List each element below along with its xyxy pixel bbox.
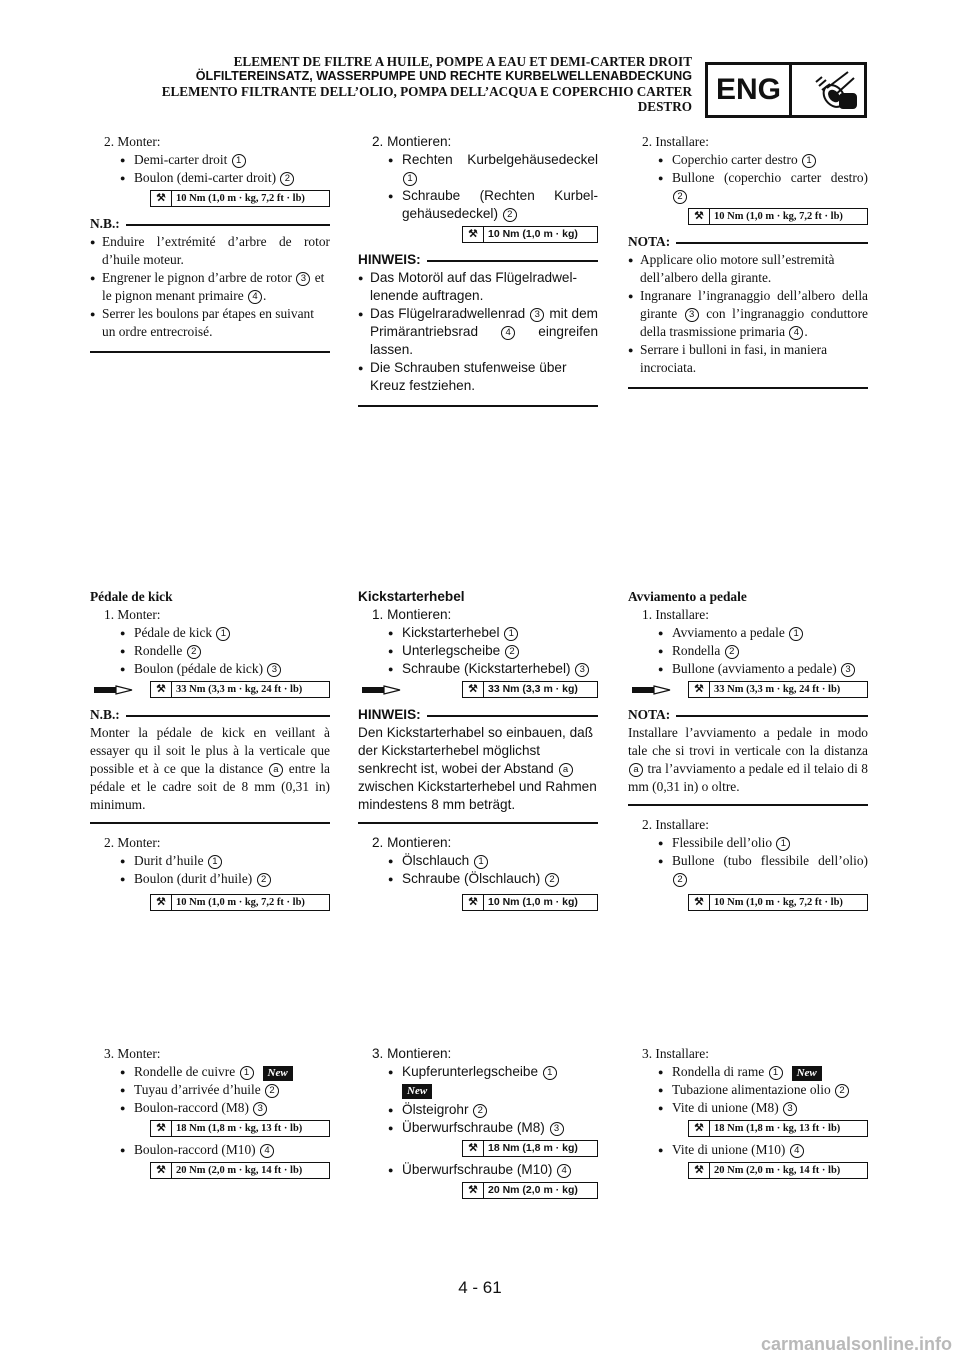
fr-column-kick: Pédale de kick 1. Monter: ● Pédale de kick 1 ● Rondelle 2 ● Boulon (pédale de kick) 3 ⚒ 33 Nm (3,3 m · kg, 24 ft · lb) N.B.: Monter la pédale de kick en veillant à essayer qu il soit le plus à la verticale que possible et à ce que la distance a entre la pédale et le cadre soit de 8 mm (0,31 in) minimum. 2. Monter: ● Durit d’huile 1 ● Boulon (durit d’huile) 2 ⚒ 10 Nm (1,0 m · kg, 7,2 ft · lb) (90, 588, 330, 915)
de-column-top: 2. Montieren: ● Rechten Kurbelgehäusedeckel 1 ● Schraube (Rechten Kurbelgehäusedeckel) 2 ⚒ 10 Nm (1,0 m · kg) HINWEIS: ● Das Motoröl auf das Flügelradwellenende auftragen. ● Das Flügelraradwellenrad 3 mit dem Primärantriebsrad 4 eingreifen lassen. ● Die Schrauben stufenweise über Kreuz festziehen. (358, 133, 598, 407)
fr-item-right-cover: ● Demi-carter droit 1 (90, 151, 330, 169)
torque-wrench-icon: ⚒ (463, 682, 484, 697)
thread-lock-icon (628, 683, 676, 697)
fr-column-top (90, 133, 330, 353)
torque-spec: ⚒ 10 Nm (1,0 m · kg, 7,2 ft · lb) (688, 208, 868, 225)
de-column-step3: 3. Montieren: ● Kupferunterlegscheibe 1 New ● Ölsteigrohr 2 ● Überwurfschraube (M8) 3 ⚒ 18 Nm (1,8 m · kg) ● Überwurfschraube (M10) 4 ⚒ 20 Nm (2,0 m · kg) (358, 1045, 598, 1203)
torque-wrench-icon: ⚒ (689, 682, 710, 697)
torque-spec: ⚒ 20 Nm (2,0 m · kg, 14 ft · lb) (688, 1162, 868, 1179)
torque-spec: ⚒ 10 Nm (1,0 m · kg) (462, 894, 598, 911)
new-part-badge: New (263, 1066, 293, 1081)
new-part-badge: New (402, 1084, 432, 1099)
it-column-top: 2. Installare: ● Coperchio carter destro 1 ● Bullone (coperchio carter destro) 2 ⚒ 10 Nm (1,0 m · kg, 7,2 ft · lb) NOTA: ● Applicare olio motore sull’estremità dell’albero della girante. ● Ingranare l’ingranaggio dell’albero della girante 3 con l’ingranaggio conduttore della trasmissione primaria 4 . ● Serrare i bulloni in fasi, in maniera incrociata. (628, 133, 868, 389)
fr-step-2: 2. Monter: (104, 134, 161, 149)
torque-wrench-icon: ⚒ (151, 1163, 172, 1178)
torque-wrench-icon: ⚒ (463, 1183, 484, 1198)
torque-spec: ⚒ 10 Nm (1,0 m · kg) (462, 226, 598, 243)
torque-spec: ⚒ 20 Nm (2,0 m · kg, 14 ft · lb) (150, 1162, 330, 1179)
thread-lock-icon (90, 683, 138, 697)
fr-note-heading: N.B.: (90, 215, 330, 233)
engine-tool-icon (792, 65, 864, 115)
it-column-kick: Avviamento a pedale 1. Installare: ● Avviamento a pedale 1 ● Rondella 2 ● Bullone (avviamento a pedale) 3 ⚒ 33 Nm (3,3 m · kg, 24 ft · lb) NOTA: Installare l’avviamento a pedale in modo tale che si trovi in verticale con la distanza a tra l’avviamento a pedale ed il telaio di 8 mm (0,31 in) o oltre. 2. Installare: ● Flessibile dell’olio 1 ● Bullone (tubo flessibile dell’olio) 2 ⚒ 10 Nm (1,0 m · kg, 7,2 ft · lb) (628, 588, 868, 915)
header-title-it-2: DESTRO (637, 99, 692, 114)
it-column-step3: 3. Installare: ● Rondella di rame 1 New ● Tubazione alimentazione olio 2 ● Vite di unione (M8) 3 ⚒ 18 Nm (1,8 m · kg, 13 ft · lb) ● Vite di unione (M10) 4 ⚒ 20 Nm (2,0 m · kg, 14 ft · lb) (628, 1045, 868, 1183)
fr-note-item: ● Engrener le pignon d’arbre de rotor 3 et le pignon menant primaire 4 . (90, 269, 330, 305)
ref-number: 2 (280, 172, 294, 186)
header-title-fr: ELEMENT DE FILTRE A HUILE, POMPE A EAU ET DEMI-CARTER DROIT (233, 54, 692, 69)
torque-spec: ⚒ 20 Nm (2,0 m · kg) (462, 1182, 598, 1199)
torque-wrench-icon: ⚒ (151, 682, 172, 697)
torque-spec: ⚒ 10 Nm (1,0 m · kg, 7,2 ft · lb) (150, 190, 330, 207)
fr-step-1: 1. Monter: (104, 607, 161, 622)
torque-wrench-icon: ⚒ (463, 1141, 484, 1156)
ref-number: 1 (232, 154, 246, 168)
thread-lock-icon (358, 683, 406, 697)
header-title-de: ÖLFILTEREINSATZ, WASSERPUMPE UND RECHTE KURBELWELLENABDECKUNG (195, 69, 692, 83)
torque-wrench-icon: ⚒ (689, 1163, 710, 1178)
new-part-badge: New (792, 1066, 822, 1081)
page-number: 4 - 61 (458, 1278, 502, 1297)
eng-section-badge (705, 62, 867, 118)
torque-wrench-icon: ⚒ (151, 1121, 172, 1136)
torque-spec: ⚒ 33 Nm (3,3 m · kg, 24 ft · lb) (150, 681, 330, 698)
torque-spec: ⚒ 33 Nm (3,3 m · kg, 24 ft · lb) (688, 681, 868, 698)
de-column-kick: Kickstarterhebel 1. Montieren: ● Kickstarterhebel 1 ● Unterlegscheibe 2 ● Schraube (Kickstarterhebel) 3 ⚒ 33 Nm (3,3 m · kg) HINWEIS: Den Kickstarterhabel so einbauen, daß der Kickstarterhebel möglichst senkrecht ist, wobei der Abstand a zwischen Kickstarterhebel und Rahmen mindestens 8 mm beträgt. 2. Montieren: ● Ölschlauch 1 ● Schraube (Ölschlauch) 2 ⚒ 10 Nm (1,0 m · kg) (358, 588, 598, 915)
torque-spec: ⚒ 18 Nm (1,8 m · kg, 13 ft · lb) (688, 1120, 868, 1137)
fr-item-right-cover-bolt: ● Boulon (demi-carter droit) 2 (90, 169, 330, 187)
header-title-it: ELEMENTO FILTRANTE DELL’OLIO, POMPA DELL’ACQUA E COPERCHIO CARTER (161, 84, 692, 99)
torque-spec: ⚒ 10 Nm (1,0 m · kg, 7,2 ft · lb) (150, 894, 330, 911)
torque-with-locktite (90, 681, 330, 698)
fr-note-item: ● Serrer les boulons par étapes en suivant un ordre entrecroisé. (90, 305, 330, 341)
torque-spec: ⚒ 18 Nm (1,8 m · kg, 13 ft · lb) (150, 1120, 330, 1137)
torque-wrench-icon: ⚒ (151, 191, 172, 206)
torque-wrench-icon: ⚒ (689, 1121, 710, 1136)
fr-note-item: ● Enduire l’extrémité d’arbre de rotor d’huile moteur. (90, 233, 330, 269)
fr-section-title: Pédale de kick (90, 589, 173, 604)
torque-wrench-icon: ⚒ (689, 895, 710, 910)
torque-spec: ⚒ 10 Nm (1,0 m · kg, 7,2 ft · lb) (688, 894, 868, 911)
watermark: carmanualsonline.info (760, 1334, 952, 1354)
torque-wrench-icon: ⚒ (151, 895, 172, 910)
torque-wrench-icon: ⚒ (463, 895, 484, 910)
fr-note-text: Monter la pédale de kick en veillant à essayer qu il soit le plus à la verticale que possible et à ce que la distance a entre la pédale et le cadre soit de 8 mm (0,31 in) minimum. (90, 725, 330, 812)
torque-spec: ⚒ 33 Nm (3,3 m · kg) (462, 681, 598, 698)
fr-column-step3: 3. Monter: ● Rondelle de cuivre 1 New ● Tuyau d’arrivée d’huile 2 ● Boulon-raccord (M8) 3 ⚒ 18 Nm (1,8 m · kg, 13 ft · lb) ● Boulon-raccord (M10) 4 ⚒ 20 Nm (2,0 m · kg, 14 ft · lb) (90, 1045, 330, 1183)
eng-label: ENG (708, 65, 792, 115)
torque-wrench-icon: ⚒ (463, 227, 484, 242)
torque-spec: ⚒ 18 Nm (1,8 m · kg) (462, 1140, 598, 1157)
page-header (72, 54, 692, 114)
torque-wrench-icon: ⚒ (689, 209, 710, 224)
